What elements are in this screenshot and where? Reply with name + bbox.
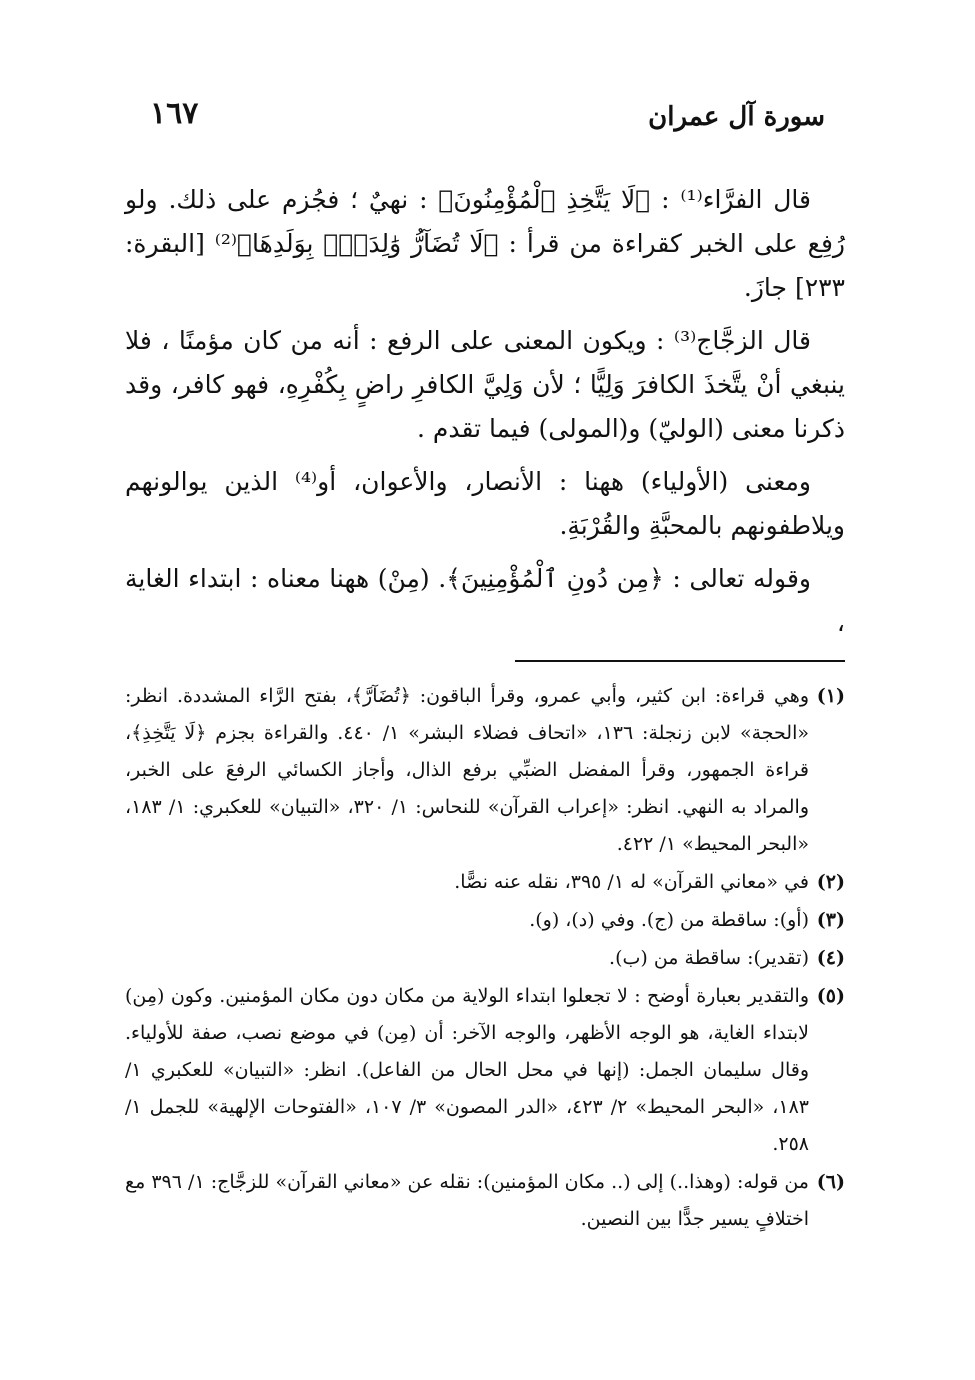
paragraph-zajjaj: قال الزجَّاج⁽³⁾ : ويكون المعنى على الرفع : أنه من كان مؤمنًا ، فلا ينبغي أنْ يتَّخذَ الكافرَ وَلِيًّا ؛ لأن وَلِيَّ الكافرِ راضٍ بِكُفْرِهِ، فهو كافر، وقد ذكرنا معنى (الوليّ) و(المولى) فيما تقدم . (125, 326, 845, 443)
footnote-text: في «معاني القرآن» له ١/ ٣٩٥، نقله عنه نصًّا. (454, 871, 809, 893)
main-text (125, 178, 845, 654)
footnote-3 (125, 902, 845, 939)
footnote-text: وهي قراءة: ابن كثير، وأبي عمرو، وقرأ الباقون: ﴿تُضَآرَّ﴾، بفتح الرَّاء المشددة. انظر: «الحجة» لابن زنجلة: ١٣٦، «اتحاف فضلاء البشر» ١/ ٤٤٠. والقراءة بجزم ﴿لَا يَتَّخِذِ﴾، قراءة الجمهور، وقرأ المفضل الضبِّي برفع الذال، وأجاز الكسائي الرفعَ على الخبر، والمراد به النهي. انظر: «إعراب القرآن» للنحاس: ١/ ٣٢٠، «التبيان» للعكبري: ١/ ١٨٣، «البحر المحيط» ١/ ٤٢٢. (125, 685, 809, 855)
footnote-number: (٤) (816, 947, 845, 969)
footnotes (125, 678, 845, 1239)
running-title: سورة آل عمران (648, 102, 825, 132)
footnote-2 (125, 864, 845, 901)
page-number: ١٦٧ (150, 96, 199, 131)
footnote-number: (٢) (816, 871, 845, 893)
footnote-6 (125, 1164, 845, 1238)
footnote-text: والتقدير بعبارة أوضح : لا تجعلوا ابتداء الولاية من مكان دون مكان المؤمنين. وكون (مِن) لابتداء الغاية، هو الوجه الأظهر، والوجه الآخر: أن (مِن) في موضع نصب، صفة للأولياء. وقال سليمان الجمل: (إنها في محل الحال من الفاعل). انظر: «التبيان» للعكبري ١/ ١٨٣، «البحر المحيط» ٢/ ٤٢٣، «الدر المصون» ٣/ ١٠٧، «الفتوحات الإلهية» للجمل ١/ ٢٥٨. (125, 985, 809, 1155)
footnote-number: (٥) (816, 985, 845, 1007)
footnote-1 (125, 678, 845, 863)
footnote-number: (١) (816, 685, 845, 707)
footnote-text: من قوله: (وهذا..) إلى (.. مكان المؤمنين): نقله عن «معاني القرآن» للزجَّاج: ١/ ٣٩٦ مع اختلافٍ يسير جدًّا بين النصين. (125, 1171, 809, 1230)
footnote-divider (515, 660, 845, 662)
footnote-text: (تقدير): ساقطة من (ب). (609, 947, 809, 969)
page-header (150, 96, 825, 140)
footnote-5 (125, 978, 845, 1163)
footnote-4 (125, 940, 845, 977)
paragraph-farra: قال الفرَّاء⁽¹⁾ : ﴿لَا يَتَّخِذِ ٱلْمُؤْمِنُونَ﴾ : نهيٌ ؛ فجُزم على ذلك. ولو رُفِع على الخبر كقراءة من قرأ : ﴿لَا تُضَآرُّ وَٰلِدَةٌۢ بِوَلَدِهَا﴾⁽²⁾ [البقرة: ٢٣٣] جازَ. (125, 185, 845, 302)
footnote-text: (أو): ساقطة من (ج). وفي (د)، (و). (529, 909, 809, 931)
paragraph-min-duni: وقوله تعالى : ﴿مِن دُونِ ٱلْمُؤْمِنِينَ﴾. (مِنْ) ههنا معناه : ابتداء الغاية ، (125, 564, 845, 637)
footnote-number: (٣) (816, 909, 845, 931)
footnote-number: (٦) (816, 1171, 845, 1193)
paragraph-awliya: ومعنى (الأولياء) ههنا : الأنصار، والأعوان، أو⁽⁴⁾ الذين يوالونهم ويلاطفونهم بالمحبَّةِ والقُرْبَةِ. (125, 467, 845, 540)
